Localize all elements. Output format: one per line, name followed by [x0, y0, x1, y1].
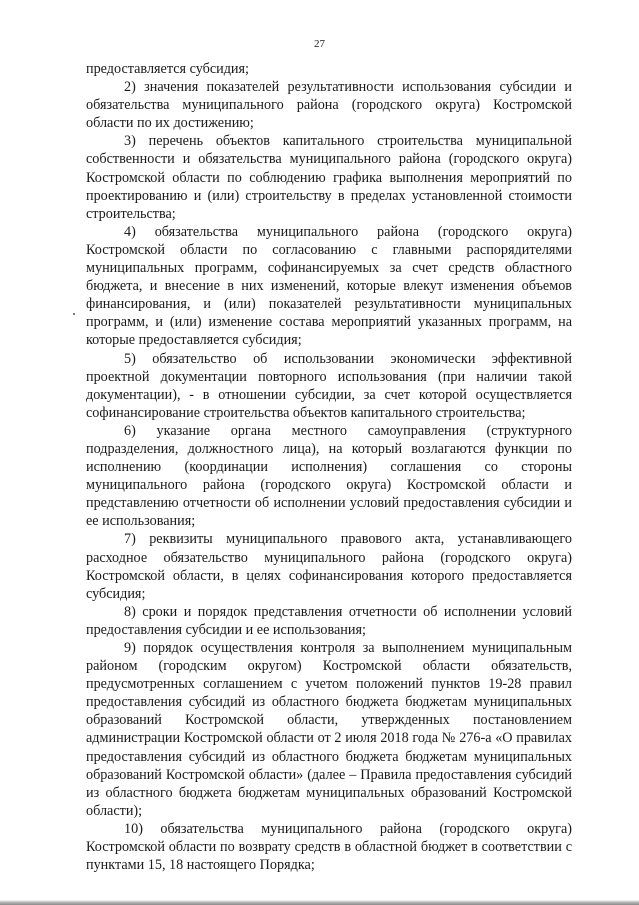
paragraph-item-10: 10) обязательства муниципального района (городского округа) Костромской области по возврату средств в областной бюджет в соответствии с пунктами 15, 18 настоящего Порядка;	[86, 820, 572, 874]
paragraph-item-9: 9) порядок осуществления контроля за выполнением муниципальным районом (городским округом) Костромской области обязательств, предусмотренных соглашением с учетом положений пунктов 19-28 правил предоставления субсидий из областного бюджета бюджетам муниципальных образований Костромской области, утвержденных постановлением администрации Костромской области от 2 июля 2018 года № 276-а «О правилах предоставления субсидий из областного бюджета бюджетам муниципальных образований Костромской области» (далее – Правила предоставления субсидий из областного бюджета бюджетам муниципальных образований Костромской области);	[86, 640, 572, 819]
paragraph-item-4: 4) обязательства муниципального района (городского округа) Костромской области по согласованию с главными распорядителями муниципальных программ, софинансируемых за счет средств областного бюджета, и внесение в них изменений, которые влекут изменения объемов финансирования, и (или) показателей результативности муниципальных программ, и (или) изменение состава мероприятий указанных программ, на которые предоставляется субсидия;	[86, 223, 572, 349]
paragraph-item-6: 6) указание органа местного самоуправления (структурного подразделения, должностного лица), на который возлагаются функции по исполнению (координации исполнения) соглашения со стороны муниципального района (городского округа) Костромской области и представлению отчетности об исполнении условий предоставления субсидии и ее использования;	[86, 422, 572, 530]
document-body	[86, 60, 572, 874]
paragraph-item-8: 8) сроки и порядок представления отчетности об исполнении условий предоставления субсидии и ее использования;	[86, 603, 572, 638]
paragraph-item-5: 5) обязательство об использовании экономически эффективной проектной документации повторного использования (при наличии такой документации), - в отношении субсидии, за счет которой осуществляется софинансирование строительства объектов капитального строительства;	[86, 350, 572, 421]
paragraph-item-3: 3) перечень объектов капитального строительства муниципальной собственности и обязательства муниципального района (городского округа) Костромской области по соблюдению графика выполнения мероприятий по проектированию и (или) строительству в пределах установленной стоимости строительства;	[86, 133, 572, 222]
scan-speck	[73, 313, 75, 315]
page-number: 27	[314, 38, 325, 50]
paragraph-continuation: предоставляется субсидия;	[86, 61, 249, 77]
paragraph-item-2: 2) значения показателей результативности использования субсидии и обязательства муниципального района (городского округа) Костромской области по их достижению;	[86, 79, 572, 132]
scan-bottom-edge	[0, 900, 639, 905]
paragraph-item-7: 7) реквизиты муниципального правового акта, устанавливающего расходное обязательство муниципального района (городского округа) Костромской области, в целях софинансирования которого предоставляется субсидия;	[86, 531, 572, 602]
